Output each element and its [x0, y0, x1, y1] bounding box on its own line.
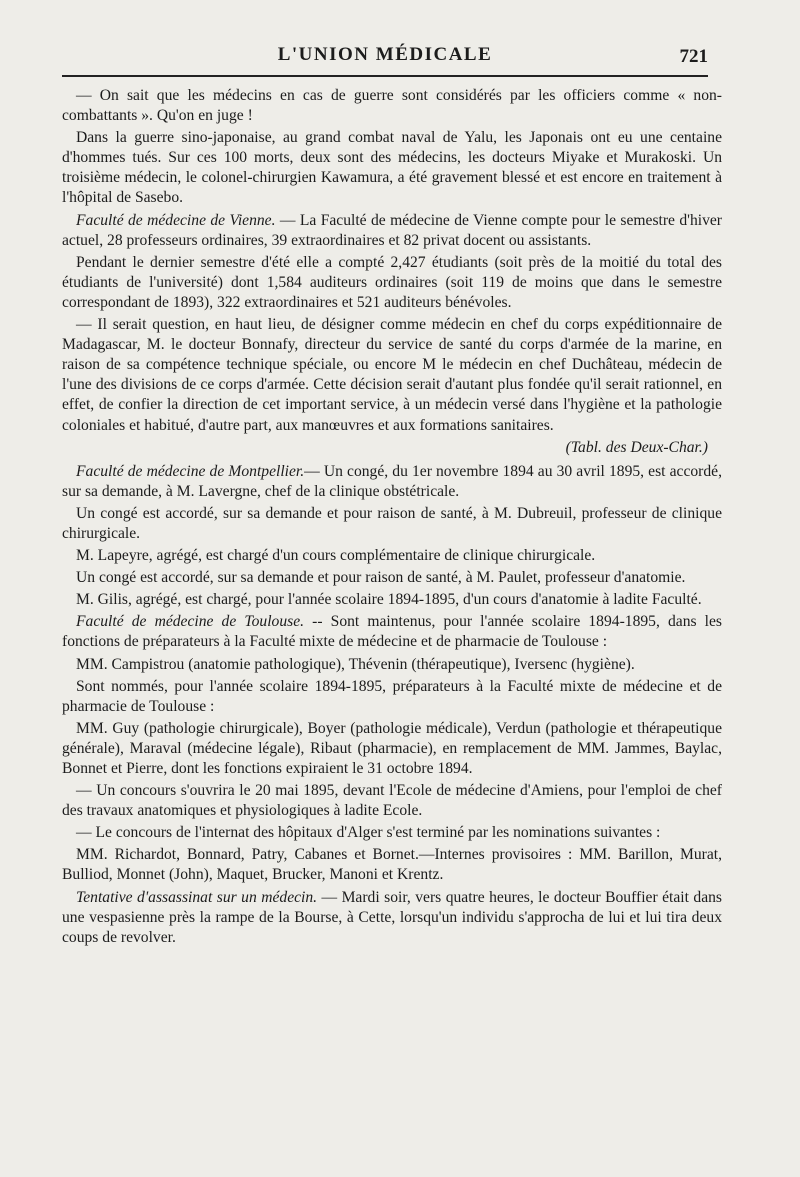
paragraph-lapeyre: M. Lapeyre, agrégé, est chargé d'un cours complémentaire de clinique chirurgicale.	[76, 547, 596, 565]
paragraph-assassination-attempt: Tentative d'assassinat sur un médecin. — Mardi soir, vers quatre heures, le docteur Bouffier était dans une vespasienne près la rampe de la Bourse, à Cette, lorsqu'un individu s'approcha de lui et lui tira deux coups de revolver.	[62, 888, 722, 946]
page-header	[62, 44, 708, 72]
paragraph-gilis: M. Gilis, agrégé, est chargé, pour l'année scolaire 1894-1895, d'un cours d'anatomie à ladite Faculté.	[76, 591, 702, 609]
section-lead-montpellier: Faculté de médecine de Montpellier.	[76, 462, 305, 480]
header-rule	[62, 75, 708, 77]
paragraph-dubreuil: Un congé est accordé, sur sa demande et pour raison de santé, à M. Dubreuil, professeur de clinique chirurgicale.	[62, 504, 722, 542]
section-lead-tentative: Tentative d'assassinat sur un médecin.	[76, 888, 318, 906]
paragraph-vienna-faculty: Faculté de médecine de Vienne. — La Faculté de médecine de Vienne compte pour le semestre d'hiver actuel, 28 professeurs ordinaires, 39 extraordinaires et 82 privat docent ou assistants.	[62, 211, 722, 249]
paragraph-madagascar: — Il serait question, en haut lieu, de désigner comme médecin en chef du corps expéditionnaire de Madagascar, M. le docteur Bonnafy, directeur du service de santé du corps d'armée de la marine, en raison de sa compétence technique spéciale, ou encore M le médecin en chef Duchâteau, médecin de l'une des divisions de ce corps d'armée. Cette décision serait d'autant plus fondée qu'il serait rationnel, en effet, de confier la direction de cet important service, à un médecin versé dans l'hygiène et la pathologie coloniales et habitué, d'autre part, aux manœuvres et aux formations sanitaires.	[62, 316, 722, 434]
section-lead-toulouse: Faculté de médecine de Toulouse.	[76, 613, 305, 631]
paragraph-vienna-students: Pendant le dernier semestre d'été elle a compté 2,427 étudiants (soit près de la moitié du total des étudiants de l'université) dont 1,584 auditeurs ordinaires (soit 119 de moins que dans le semestre correspondant de 1893), 322 extraordinaires et 521 auditeurs bénévoles.	[62, 253, 722, 311]
paragraph-toulouse-list: MM. Guy (pathologie chirurgicale), Boyer (pathologie médicale), Verdun (pathologie et thérapeutique générale), Maraval (médecine légale), Ribaut (pharmacie), en remplacement de MM. Jammes, Baylac, Bonnet et Pierre, dont les fonctions expiraient le 31 octobre 1894.	[62, 719, 722, 777]
section-lead-vienna: Faculté de médecine de Vienne.	[76, 211, 276, 229]
paragraph-toulouse-faculty: Faculté de médecine de Toulouse. -- Sont maintenus, pour l'année scolaire 1894-1895, dans les fonctions de préparateurs à la Faculté mixte de médecine et de pharmacie de Toulouse :	[62, 613, 722, 651]
article-body	[62, 86, 722, 950]
paragraph-paulet: Un congé est accordé, sur sa demande et pour raison de santé, à M. Paulet, professeur d'anatomie.	[76, 569, 686, 587]
paragraph-amiens-concours: — Un concours s'ouvrira le 20 mai 1895, devant l'Ecole de médecine d'Amiens, pour l'emploi de chef des travaux anatomiques et physiologiques à ladite Ecole.	[62, 782, 722, 820]
paragraph-toulouse-maintained: MM. Campistrou (anatomie pathologique), Thévenin (thérapeutique), Iversenc (hygiène).	[76, 655, 635, 673]
paragraph-montpellier-faculty: Faculté de médecine de Montpellier.— Un congé, du 1er novembre 1894 au 30 avril 1895, est accordé, sur sa demande, à M. Lavergne, chef de la clinique obstétricale.	[62, 462, 722, 500]
page-number: 721	[679, 46, 708, 67]
paragraph-alger-names: MM. Richardot, Bonnard, Patry, Cabanes et Bornet.—Internes provisoires : MM. Barillon, Murat, Bulliod, Monnet (John), Maquet, Brucker, Manoni et Krentz.	[62, 846, 722, 884]
source-citation: (Tabl. des Deux-Char.)	[565, 438, 708, 456]
paragraph-doctors-noncombatants: — On sait que les médecins en cas de guerre sont considérés par les officiers comme « non-combattants ». Qu'on en juge !	[62, 87, 722, 125]
paragraph-toulouse-appointed: Sont nommés, pour l'année scolaire 1894-1895, préparateurs à la Faculté mixte de médecine et de pharmacie de Toulouse :	[62, 677, 722, 715]
paragraph-alger-internat: — Le concours de l'internat des hôpitaux d'Alger s'est terminé par les nominations suivantes :	[76, 824, 661, 842]
paragraph-yalu-battle: Dans la guerre sino-japonaise, au grand combat naval de Yalu, les Japonais ont eu une centaine d'hommes tués. Sur ces 100 morts, deux sont des médecins, les docteurs Miyake et Murakoski. Un troisième médecin, le colonel-chirurgien Kawamura, a été gravement blessé et est encore en traitement à l'hôpital de Sasebo.	[62, 129, 722, 207]
running-title: L'UNION MÉDICALE	[277, 44, 493, 65]
